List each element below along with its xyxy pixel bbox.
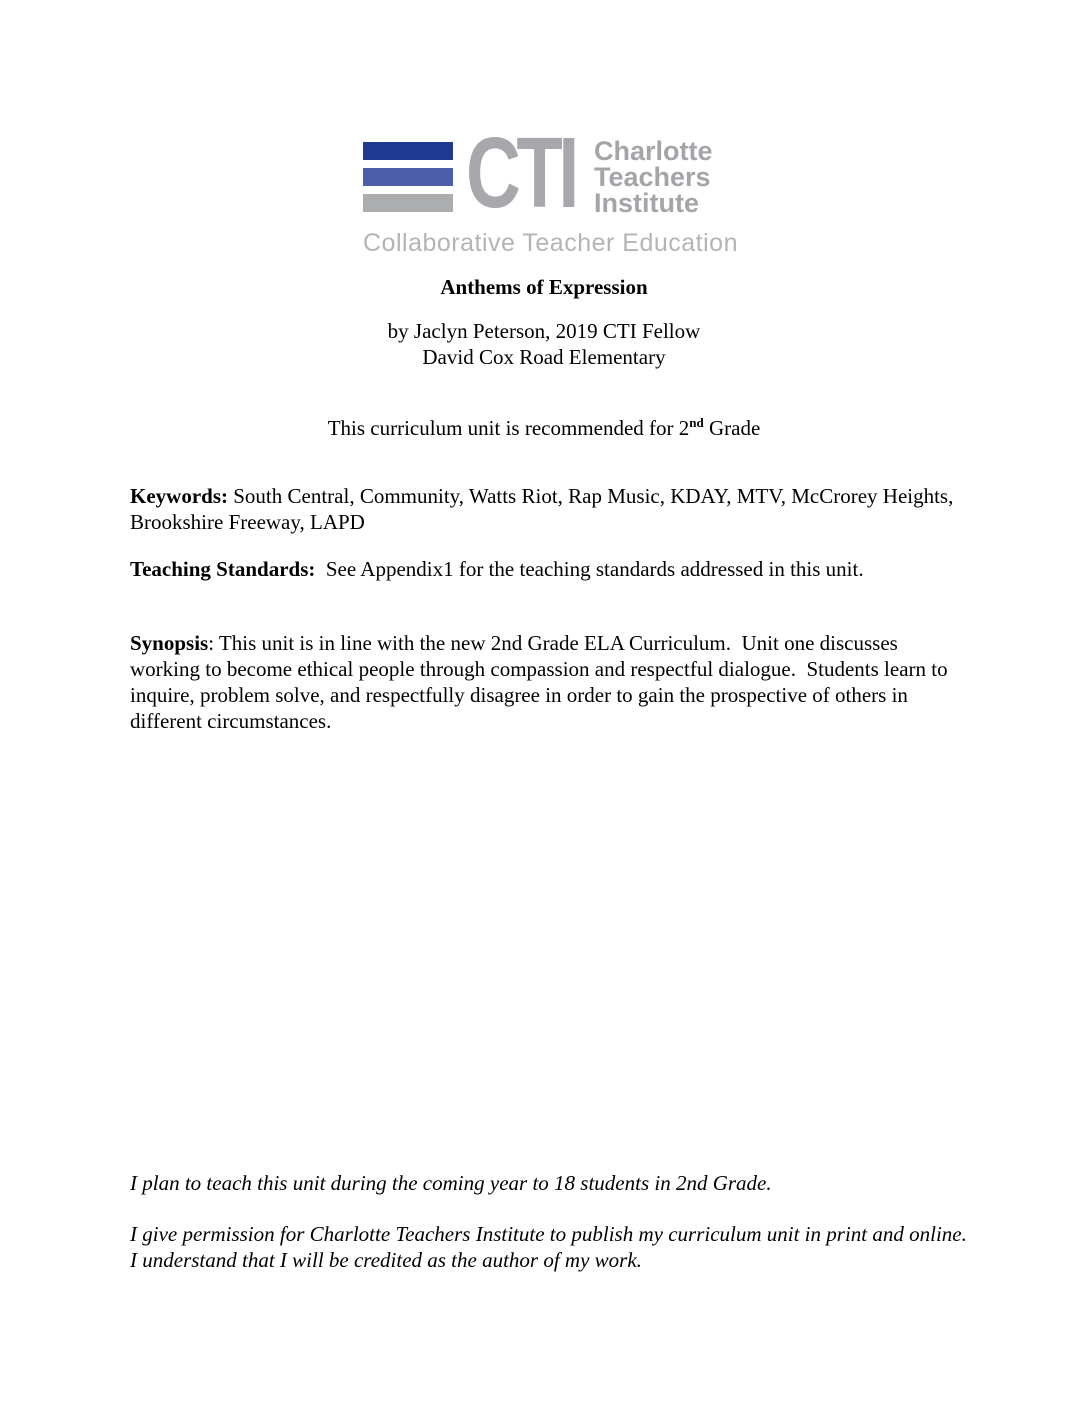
cti-acronym-text: CTI [466,117,575,229]
cti-acronym [466,117,588,229]
byline-block [0,318,1088,370]
teaching-standards-label: Teaching Standards: [130,557,316,581]
unit-title: Anthems of Expression [440,275,648,299]
grade-recommendation [0,415,1088,441]
grade-superscript: nd [689,415,704,430]
byline: by Jaclyn Peterson, 2019 CTI Fellow [387,319,701,343]
keywords-label: Keywords: [130,484,228,508]
cti-logo-row [363,117,723,229]
synopsis-paragraph [130,630,960,734]
org-name-line1: Charlotte [594,136,713,166]
teaching-standards-text: See Appendix1 for the teaching standards addressed in this unit. [315,557,864,581]
logo-bar-middle [363,168,453,186]
cti-logo [363,117,738,258]
logo-tagline: Collaborative Teacher Education [363,229,738,257]
grade-recommendation-suffix: Grade [703,416,761,440]
declaration-plan: I plan to teach this unit during the coming year to 18 students in 2nd Grade. [130,1171,772,1195]
org-name-line2: Teachers [594,162,711,192]
school-name: David Cox Road Elementary [422,345,666,369]
logo-bar-top [363,142,453,160]
grade-recommendation-prefix: This curriculum unit is recommended for 2 [327,416,690,440]
declaration-permission: I give permission for Charlotte Teachers Institute to publish my curriculum unit in print and online. I understand that I will be credited as the author of my work. [130,1222,973,1272]
logo-bars-icon [363,142,453,220]
logo-bar-bottom [363,194,453,212]
synopsis-text: : This unit is in line with the new 2nd Grade ELA Curriculum. Unit one discusses working to become ethical people through compassion and respectful dialogue. Students learn to inquire, problem solve, and respectfully disagree in order to gain the prospective of others in different circumstances. [130,631,953,733]
org-name [594,138,713,216]
synopsis-label: Synopsis [130,631,209,655]
keywords-text: South Central, Community, Watts Riot, Rap Music, KDAY, MTV, McCrorey Heights, Brookshire Freeway, LAPD [130,484,959,534]
org-name-line3: Institute [594,188,699,218]
teaching-standards-paragraph [130,556,960,582]
keywords-paragraph [130,483,960,535]
